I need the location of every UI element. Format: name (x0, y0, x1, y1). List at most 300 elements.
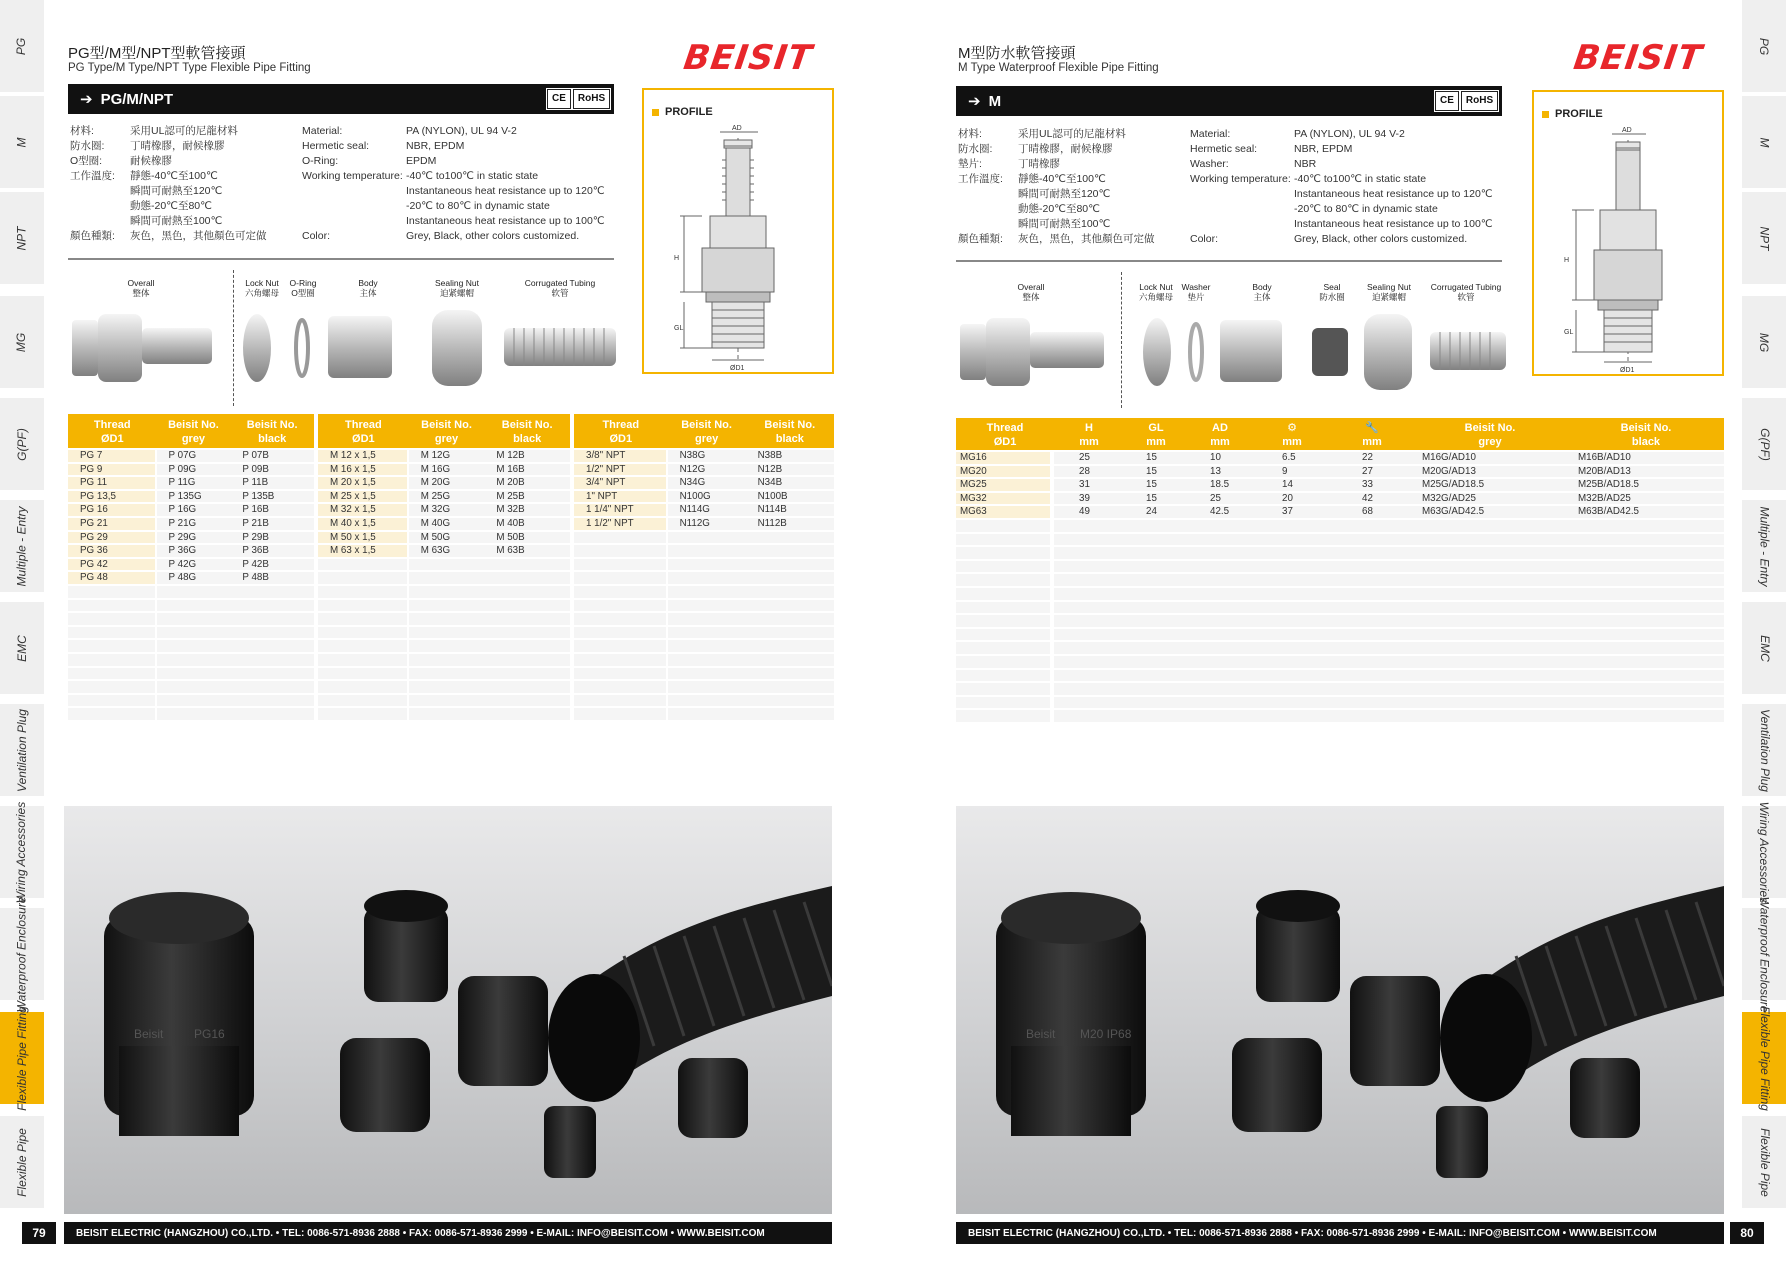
table-cell-bg (668, 654, 834, 666)
table-cell: 1/2" NPT (586, 463, 626, 475)
rohs-badge: RoHS (573, 89, 610, 109)
table-cell-bg (1054, 710, 1724, 722)
table-row (956, 465, 1724, 478)
brand-logo: BEISIT (681, 38, 815, 78)
table-cell: 18.5 (1210, 479, 1230, 491)
table-cell: M 25 x 1,5 (330, 490, 376, 502)
table-cell: 15 (1146, 465, 1157, 477)
table-cell-bg (668, 613, 834, 625)
table-row (956, 451, 1724, 464)
component-label-o-ring: O-Ring O型圈 (289, 278, 317, 298)
page-number: 80 (1730, 1222, 1764, 1244)
arrow-right-icon: ➔ (80, 91, 93, 108)
overall-fitting-image (72, 314, 212, 382)
spec-en-value: -40℃ to100℃ in static state (1294, 173, 1427, 185)
table-cell: P 42B (242, 558, 269, 570)
table-header-cell (409, 418, 485, 446)
photo-label-brand: Beisit (134, 1027, 164, 1041)
corrugated-tubing-image (504, 328, 616, 366)
spec-row (958, 232, 1493, 247)
table-header (68, 414, 314, 448)
table-cell: 22 (1362, 452, 1373, 463)
spec-cn-label: O型圈: (70, 155, 103, 167)
header-line-2: ØD1 (352, 433, 375, 445)
header-line-2: black (258, 433, 287, 445)
side-tab-flexible-pipe-fitting[interactable]: Flexible Pipe Fitting (0, 1012, 44, 1104)
table-cell: P 48B (242, 572, 269, 584)
table-cell: PG 36 (80, 545, 108, 557)
table-cell-bg (956, 683, 1050, 695)
header-line-1: Thread (602, 419, 640, 431)
table-cell-bg (574, 627, 666, 639)
table-cell-bg (68, 586, 155, 598)
spec-en-label: Color: (302, 230, 331, 242)
spec-en-label: Hermetic seal: (1190, 143, 1258, 155)
spec-en-value: Grey, Black, other colors customized. (1294, 233, 1468, 245)
table-cell: MG32 (960, 492, 987, 504)
side-tab-multiple-entry[interactable]: Multiple - Entry (1742, 500, 1786, 592)
spec-cn-label: 墊片: (958, 158, 982, 170)
table-cell: 15 (1146, 479, 1157, 491)
table-cell-bg (318, 559, 407, 571)
table-row (68, 571, 314, 584)
profile-title: PROFILE (652, 106, 713, 118)
profile-box (1532, 90, 1724, 376)
side-tab-npt[interactable]: NPT (0, 192, 44, 284)
table-cell: 15 (1146, 492, 1157, 504)
spec-cn-value: 耐候橡膠 (130, 155, 172, 167)
table-cell-bg (668, 559, 834, 571)
seal-image (1312, 328, 1348, 376)
table-cell: P 09B (242, 463, 269, 475)
table-cell: 42 (1362, 492, 1373, 504)
side-tab-emc[interactable]: EMC (0, 602, 44, 694)
overall-fitting-image (960, 318, 1104, 386)
table-cell-bg (574, 545, 666, 557)
header-line-2: mm (1282, 436, 1302, 448)
table-cell-bg (574, 572, 666, 584)
table-cell-bg (1054, 629, 1724, 641)
table-row (68, 490, 314, 503)
spec-cn-label: 材料: (70, 125, 94, 137)
table-cell-bg (157, 668, 314, 680)
table-cell: N112B (757, 518, 787, 529)
spec-cn-value: 瞬間可耐熱至100℃ (1018, 218, 1111, 230)
spec-cn-value: 瞬間可耐熱至100℃ (130, 215, 223, 227)
spec-row (70, 199, 605, 214)
table-row (318, 449, 570, 462)
spec-en-value: -20℃ to 80℃ in dynamic state (406, 200, 550, 212)
side-tab-mg[interactable]: MG (1742, 296, 1786, 388)
side-tab-pg[interactable]: PG (0, 0, 44, 92)
table-header (956, 418, 1724, 450)
table-cell-bg (409, 600, 570, 612)
spec-en-label: Material: (302, 125, 343, 137)
table-cell: M32G/AD25 (1422, 492, 1476, 504)
table-cell-bg (409, 708, 570, 720)
spec-en-label (1190, 187, 1294, 202)
component-label-lock-nut: Lock Nut 六角螺母 (1138, 282, 1173, 302)
spec-cn-label (958, 187, 1018, 202)
header-line-2: ØD1 (993, 436, 1017, 448)
table-cell: N112G (679, 518, 710, 529)
table-cell: 39 (1079, 492, 1090, 504)
table-cell: MG20 (960, 465, 987, 477)
spec-en-value: PA (NYLON), UL 94 V-2 (1294, 128, 1405, 140)
spec-row (70, 184, 605, 199)
spec-en-label: Material: (1190, 128, 1231, 140)
table-header-cell (574, 418, 668, 446)
spec-cn-value: 瞬間可耐熱至120℃ (1018, 188, 1111, 200)
table-cell-bg (668, 627, 834, 639)
table-cell: P 16B (242, 504, 269, 516)
spec-cn-label (70, 199, 130, 214)
table-cell-bg (574, 613, 666, 625)
spec-en-label: Washer: (1190, 158, 1229, 170)
table-row (956, 478, 1724, 491)
table-cell-bg (318, 695, 407, 707)
table-cell: 3/4" NPT (586, 477, 626, 489)
side-tab-flexible-pipe[interactable]: Flexible Pipe (0, 1116, 44, 1208)
section-bar (956, 86, 1502, 116)
component-label-corrugated-tubing: Corrugated Tubing 软管 (524, 278, 596, 298)
dim-h-label: H (1564, 257, 1570, 264)
table-cell: PG 29 (80, 531, 108, 543)
table-cell-bg (1054, 697, 1724, 709)
ce-mark-icon: CE (1435, 91, 1459, 111)
side-tab-npt[interactable]: NPT (1742, 192, 1786, 284)
table-cell-bg (157, 586, 314, 598)
left-side-tabs (0, 0, 44, 1263)
side-tab-waterproof-enclosure[interactable]: Waterproof Enclosure (1742, 908, 1786, 1000)
table-cell: P 135G (168, 490, 202, 502)
lock-nut-image (1143, 318, 1171, 386)
table-cell: M 50G (420, 531, 451, 543)
table-cell: 10 (1210, 452, 1221, 463)
table-cell: N12G (679, 463, 706, 475)
table-row (318, 544, 570, 557)
table-cell: M20G/AD13 (1422, 465, 1476, 477)
table-cell: M 16 x 1,5 (330, 463, 376, 475)
spec-cn-label: 工作溫度: (958, 173, 1003, 185)
hex-key-icon: ⚙ (1287, 422, 1297, 434)
table-cell-bg (157, 681, 314, 693)
table-cell-bg (668, 572, 834, 584)
table-cell-bg (68, 600, 155, 612)
header-line-1: Thread (93, 419, 131, 431)
table-cell: P 135B (242, 490, 275, 502)
spec-en-label: O-Ring: (302, 155, 339, 167)
spec-en-label (302, 184, 406, 199)
spec-en-label (1190, 202, 1294, 217)
section-bar-label: PG/M/NPT (100, 90, 174, 108)
table-cell-bg (574, 532, 666, 544)
divider (68, 258, 614, 260)
cert-badges (1434, 90, 1499, 112)
table-cell-bg (574, 708, 666, 720)
table-cell-bg (574, 586, 666, 598)
table-header-cell (1332, 421, 1412, 449)
spec-en-value: NBR, EPDM (1294, 143, 1353, 155)
table-cell: MG63 (960, 506, 987, 518)
table-cell-bg (409, 640, 570, 652)
table-cell: M32B/AD25 (1578, 492, 1631, 504)
corrugated-tubing-image (1430, 332, 1506, 370)
table-cell: M63B/AD42.5 (1578, 506, 1639, 518)
side-tab-gpf[interactable]: G(PF) (1742, 398, 1786, 490)
component-label-lock-nut: Lock Nut 六角螺母 (244, 278, 279, 298)
table-cell: 33 (1362, 479, 1373, 491)
spec-row (70, 124, 605, 139)
spec-cn-value: 靜態-40℃至100℃ (1018, 173, 1106, 185)
table-cell-bg (574, 668, 666, 680)
table-cell: MG16 (960, 452, 987, 463)
table-cell: M 25B (496, 490, 525, 502)
table-cell: 6.5 (1282, 452, 1296, 463)
table-cell: PG 11 (80, 477, 108, 489)
table-cell: PG 42 (80, 558, 108, 570)
table-cell-bg (318, 572, 407, 584)
section-bar (68, 84, 614, 114)
spec-cn-label (958, 202, 1018, 217)
table-cell-bg (668, 600, 834, 612)
table-row (68, 449, 314, 462)
table-cell-bg (1054, 534, 1724, 546)
table-cell: M 63G (420, 545, 451, 557)
side-tab-ventilation-plug[interactable]: Ventilation Plug (0, 704, 44, 796)
side-tab-ventilation-plug[interactable]: Ventilation Plug (1742, 704, 1786, 796)
table-cell: M 63 x 1,5 (330, 545, 376, 557)
table-cell-bg (956, 710, 1050, 722)
table-header-cell (1252, 421, 1332, 449)
table-cell: M 40B (496, 518, 525, 529)
profile-title: PROFILE (1542, 108, 1603, 120)
header-line-1: GL (1148, 422, 1164, 434)
brand-logo: BEISIT (1571, 38, 1705, 78)
table-cell: 15 (1146, 452, 1157, 463)
photo-label-brand: Beisit (1026, 1027, 1056, 1041)
table-cell-bg (157, 695, 314, 707)
page-title: M型防水軟管接頭 (958, 45, 1076, 62)
side-tab-emc[interactable]: EMC (1742, 602, 1786, 694)
page-subtitle: PG Type/M Type/NPT Type Flexible Pipe Fitting (68, 62, 311, 74)
table-header-cell (318, 418, 409, 446)
dim-d1-label: ØD1 (1620, 367, 1635, 372)
spec-list (70, 124, 605, 244)
table-cell: M 12G (420, 450, 451, 461)
table-row (68, 517, 314, 530)
table-cell-bg (956, 547, 1050, 559)
right-side-tabs (1742, 0, 1786, 1263)
table-cell-bg (668, 545, 834, 557)
table-row (318, 531, 570, 544)
wrench-icon: 🔧 (1365, 422, 1379, 434)
table-cell: M63G/AD42.5 (1422, 506, 1485, 518)
table-row (318, 476, 570, 489)
table-cell-bg (157, 627, 314, 639)
header-line-2: ØD1 (609, 433, 633, 445)
table-header-cell (1188, 421, 1252, 449)
table-cell-bg (956, 615, 1050, 627)
table-cell: MG25 (960, 479, 987, 491)
table-cell: 42.5 (1210, 506, 1230, 518)
table-row (956, 505, 1724, 518)
product-photo-drawing (956, 806, 1724, 1214)
table-cell-bg (318, 640, 407, 652)
table-cell-bg (574, 695, 666, 707)
table-cell-bg (68, 668, 155, 680)
table-row (318, 463, 570, 476)
component-label-body: Body 主体 (1252, 282, 1272, 302)
table-row (574, 463, 834, 476)
spec-row (958, 142, 1493, 157)
table-cell: M 40 x 1,5 (330, 518, 376, 529)
table-cell-bg (668, 681, 834, 693)
table-cell-bg (318, 654, 407, 666)
table-cell: M 16G (420, 463, 451, 475)
component-label-washer: Washer 垫片 (1181, 282, 1211, 302)
page-subtitle: M Type Waterproof Flexible Pipe Fitting (958, 62, 1159, 74)
table-cell-bg (574, 681, 666, 693)
table-cell-bg (68, 681, 155, 693)
table-header-cell (1124, 421, 1188, 449)
table-cell: PG 48 (80, 572, 108, 584)
table-row (68, 503, 314, 516)
table-cell-bg (409, 681, 570, 693)
product-photo (956, 806, 1724, 1214)
table-cell: 37 (1282, 506, 1293, 518)
photo-label-size: M20 IP68 (1080, 1027, 1132, 1041)
side-tab-pg[interactable]: PG (1742, 0, 1786, 92)
table-cell-bg (956, 520, 1050, 532)
table-cell-bg (68, 708, 155, 720)
side-tab-waterproof-enclosure[interactable]: Waterproof Enclosure (0, 908, 44, 1000)
spec-cn-value: 丁晴橡膠 (1018, 158, 1060, 170)
table-cell-bg (1054, 656, 1724, 668)
table-header-cell (157, 418, 231, 446)
table-cell-bg (956, 656, 1050, 668)
table-cell-bg (956, 574, 1050, 586)
header-line-1: Beisit No. (501, 419, 553, 431)
side-tab-m[interactable]: M (1742, 96, 1786, 188)
header-line-1: Beisit No. (1620, 422, 1672, 434)
table-cell: 49 (1079, 506, 1090, 518)
table-cell-bg (956, 670, 1050, 682)
profile-drawing (1534, 122, 1722, 372)
table-header-cell (1412, 421, 1568, 449)
spec-row (958, 172, 1493, 187)
side-tab-mg[interactable]: MG (0, 296, 44, 388)
spec-cn-value: 丁晴橡膠，耐候橡膠 (1018, 143, 1113, 155)
header-line-1: Beisit No. (168, 419, 219, 431)
table-cell-bg (1054, 520, 1724, 532)
dim-gl-label: GL (674, 325, 684, 332)
table-cell-bg (1054, 588, 1724, 600)
side-tab-flexible-pipe[interactable]: Flexible Pipe (1742, 1116, 1786, 1208)
header-line-2: black (775, 433, 804, 445)
table-cell: M 32 x 1,5 (330, 504, 376, 516)
table-cell: M 12 x 1,5 (330, 450, 376, 461)
table-cell-bg (956, 697, 1050, 709)
side-tab-gpf[interactable]: G(PF) (0, 398, 44, 490)
table-row (68, 531, 314, 544)
table-cell: P 07G (168, 450, 197, 461)
component-label-overall: Overall 整体 (1017, 282, 1045, 302)
table-cell: 1 1/4" NPT (586, 504, 634, 516)
table-cell: P 48G (168, 572, 197, 584)
table-cell-bg (409, 627, 570, 639)
header-line-1: Beisit No. (421, 419, 472, 431)
spec-en-value: Instantaneous heat resistance up to 120℃ (1294, 188, 1493, 200)
table-cell-bg (1054, 547, 1724, 559)
spec-row (70, 139, 605, 154)
table-cell-bg (1054, 561, 1724, 573)
product-photo-drawing (64, 806, 832, 1214)
sealing-nut-image (432, 310, 482, 386)
table-cell-bg (956, 642, 1050, 654)
table-cell: 3/8" NPT (586, 450, 626, 461)
table-cell: 1 1/2" NPT (586, 518, 634, 529)
spec-row (70, 229, 605, 244)
table-cell-bg (956, 534, 1050, 546)
spec-cn-label (70, 214, 130, 229)
table-cell-bg (574, 640, 666, 652)
table-cell: N34G (679, 477, 706, 489)
table-cell: 25 (1079, 452, 1090, 463)
table-cell-bg (68, 640, 155, 652)
side-tab-multiple-entry[interactable]: Multiple - Entry (0, 500, 44, 592)
table-row (574, 517, 834, 530)
table-cell: P 11G (168, 477, 196, 489)
table-cell-bg (668, 695, 834, 707)
table-cell: M 25G (420, 490, 451, 502)
table-cell-bg (956, 629, 1050, 641)
spec-en-label (302, 214, 406, 229)
header-line-2: grey (694, 433, 719, 445)
header-line-1: Beisit No. (246, 419, 298, 431)
side-tab-wiring-accessories[interactable]: Wiring Accessories (1742, 806, 1786, 898)
side-tab-flexible-pipe-fitting[interactable]: Flexible Pipe Fitting (1742, 1012, 1786, 1104)
spec-cn-label: 防水圈: (70, 140, 105, 152)
table-cell-bg (574, 559, 666, 571)
header-line-2: mm (1079, 436, 1099, 448)
table-cell-bg (668, 532, 834, 544)
side-tab-m[interactable]: M (0, 96, 44, 188)
side-tab-wiring-accessories[interactable]: Wiring Accessories (0, 806, 44, 898)
spec-en-value: NBR (1294, 158, 1317, 170)
table-row (68, 544, 314, 557)
table-cell-bg (68, 627, 155, 639)
table-cell: M25B/AD18.5 (1578, 479, 1639, 491)
table-header-cell (484, 418, 570, 446)
table-cell-bg (409, 695, 570, 707)
table-cell-bg (68, 613, 155, 625)
header-line-1: Thread (986, 422, 1024, 434)
section-bar-label: M (988, 92, 1002, 110)
spec-list (958, 127, 1493, 247)
rohs-badge: RoHS (1461, 91, 1498, 111)
spec-en-label: Working temperature: (1190, 173, 1291, 185)
table-cell: N34B (757, 477, 783, 489)
spec-cn-value: 瞬間可耐熱至120℃ (130, 185, 223, 197)
table-cell: M25G/AD18.5 (1422, 479, 1485, 491)
spec-cn-value: 丁晴橡膠，耐候橡膠 (130, 140, 225, 152)
dim-h-label: H (674, 255, 680, 262)
table-cell: 13 (1210, 465, 1221, 477)
table-cell: M16B/AD10 (1578, 452, 1631, 463)
table-row (574, 490, 834, 503)
dim-d1-label: ØD1 (730, 365, 745, 370)
